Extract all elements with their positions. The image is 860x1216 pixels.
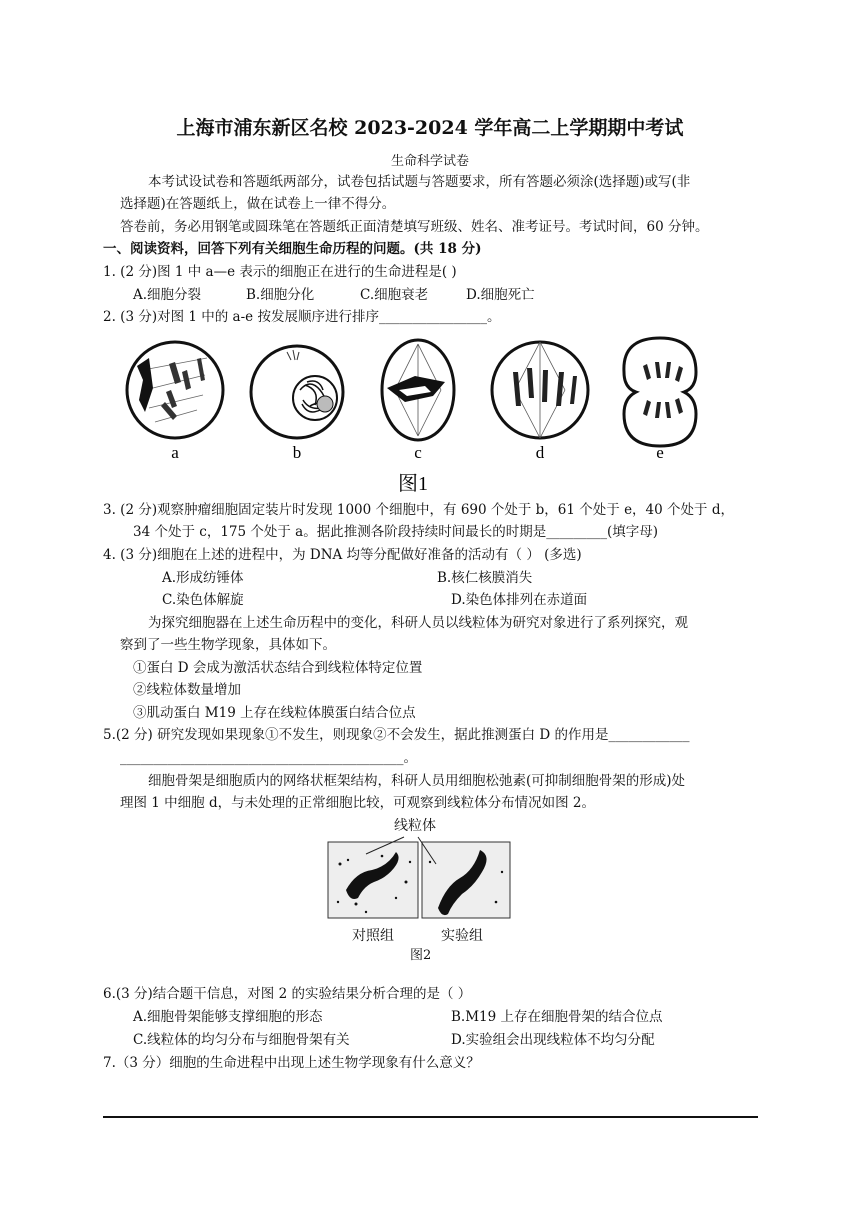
para2-line-2: 理图 1 中细胞 d，与未处理的正常细胞比较，可观察到线粒体分布情况如图 2。 bbox=[120, 795, 595, 811]
figure-2-photos bbox=[326, 832, 516, 922]
q4-stem: 4. (3 分)细胞在上述的进程中，为 DNA 均等分配做好准备的活动有（ ） (多选) bbox=[103, 547, 582, 563]
q4-option-d: D.染色体排列在赤道面 bbox=[451, 592, 588, 608]
section-heading: 一、阅读资料，回答下列有关细胞生命历程的问题。(共 18 分) bbox=[103, 241, 482, 257]
cell-d-drawing bbox=[492, 342, 588, 438]
fig2-caption: 图2 bbox=[410, 948, 432, 963]
q3-line-2: 34 个处于 c，175 个处于 a。据此推测各阶段持续时间最长的时期是_________(填字母) bbox=[133, 524, 659, 540]
para1-line-2: 察到了一些生物学现象，具体如下。 bbox=[120, 637, 336, 653]
fig2-mitochondria-label: 线粒体 bbox=[394, 818, 436, 834]
fig1-label-d: d bbox=[535, 443, 545, 462]
answer-line bbox=[103, 1116, 758, 1118]
q5-line-1: 5.(2 分) 研究发现如果现象①不发生，则现象②不会发生，据此推测蛋白 D 的作用是____________ bbox=[103, 727, 690, 743]
fig1-label-e: e bbox=[656, 443, 664, 462]
q4-option-c: C.染色体解旋 bbox=[162, 592, 244, 608]
cell-e-drawing bbox=[624, 338, 696, 446]
intro-line-2: 选择题)在答题纸上，做在试卷上一律不得分。 bbox=[120, 196, 396, 212]
q1-option-d: D.细胞死亡 bbox=[466, 287, 535, 303]
q4-option-b: B.核仁核膜消失 bbox=[437, 570, 533, 586]
exam-title: 上海市浦东新区名校 2023-2024 学年高二上学期期中考试 bbox=[176, 117, 684, 139]
intro-line-3: 答卷前，务必用钢笔或圆珠笔在答题纸正面清楚填写班级、姓名、准考证号。考试时间，60 分钟。 bbox=[120, 219, 709, 235]
fig1-label-c: c bbox=[414, 443, 422, 462]
fig1-label-b: b bbox=[292, 443, 302, 462]
cell-a-drawing bbox=[127, 342, 223, 438]
intro-line-1: 本考试设试卷和答题纸两部分，试卷包括试题与答题要求，所有答题必须涂(选择题)或写(非 bbox=[148, 174, 691, 190]
phenomenon-2: ②线粒体数量增加 bbox=[133, 682, 241, 698]
exam-subtitle: 生命科学试卷 bbox=[390, 154, 469, 169]
q6-stem: 6.(3 分)结合题干信息，对图 2 的实验结果分析合理的是（ ） bbox=[103, 986, 472, 1002]
para1-line-1: 为探究细胞器在上述生命历程中的变化，科研人员以线粒体为研究对象进行了系列探究，观 bbox=[148, 615, 688, 631]
fig1-label-a: a bbox=[171, 443, 179, 462]
q1-option-a: A.细胞分裂 bbox=[133, 287, 202, 303]
fig2-control-label: 对照组 bbox=[352, 928, 394, 944]
q2-stem: 2. (3 分)对图 1 中的 a-e 按发展顺序进行排序________________。 bbox=[103, 309, 501, 325]
cell-b-drawing bbox=[251, 346, 343, 438]
fig2-experimental-label: 实验组 bbox=[441, 928, 483, 944]
q6-option-d: D.实验组会出现线粒体不均匀分配 bbox=[451, 1032, 655, 1048]
cell-c-drawing bbox=[382, 340, 454, 440]
fig1-caption: 图1 bbox=[398, 473, 428, 495]
q3-line-1: 3. (2 分)观察肿瘤细胞固定装片时发现 1000 个细胞中，有 690 个处于 b，61 个处于 e，40 个处于 d， bbox=[103, 502, 734, 518]
q6-option-b: B.M19 上存在细胞骨架的结合位点 bbox=[451, 1009, 663, 1025]
q4-option-a: A.形成纺锤体 bbox=[162, 570, 244, 586]
q6-option-c: C.线粒体的均匀分布与细胞骨架有关 bbox=[133, 1032, 350, 1048]
phenomenon-3: ③肌动蛋白 M19 上存在线粒体膜蛋白结合位点 bbox=[133, 705, 416, 721]
q6-option-a: A.细胞骨架能够支撑细胞的形态 bbox=[133, 1009, 323, 1025]
q1-stem: 1. (2 分)图 1 中 a—e 表示的细胞正在进行的生命进程是( ) bbox=[103, 264, 457, 280]
figure-1 bbox=[115, 330, 715, 500]
q1-option-c: C.细胞衰老 bbox=[360, 287, 429, 303]
q5-line-2: __________________________________________。 bbox=[120, 750, 417, 766]
q7-stem: 7.（3 分）细胞的生命进程中出现上述生物学现象有什么意义？ bbox=[103, 1055, 480, 1071]
para2-line-1: 细胞骨架是细胞质内的网络状框架结构，科研人员用细胞松弛素(可抑制细胞骨架的形成)处 bbox=[148, 773, 686, 789]
q1-option-b: B.细胞分化 bbox=[246, 287, 315, 303]
phenomenon-1: ①蛋白 D 会成为激活状态结合到线粒体特定位置 bbox=[133, 660, 423, 676]
